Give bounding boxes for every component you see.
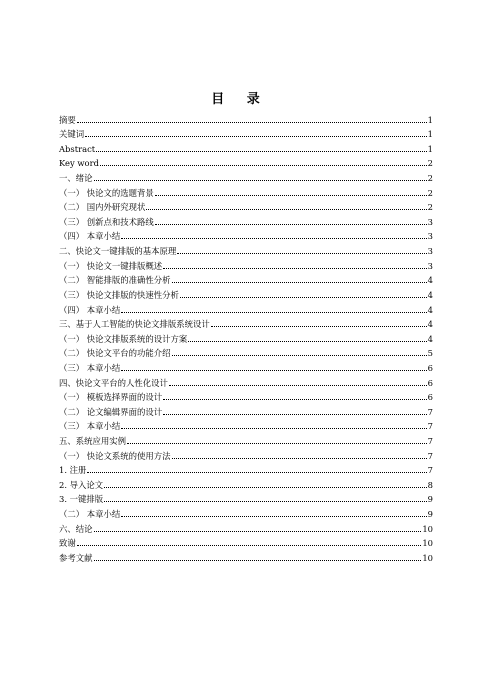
toc-entry[interactable] — [59, 198, 433, 213]
toc-entry[interactable] — [59, 358, 433, 373]
toc-entry-label: 三、基于人工智能的快论文排版系统设计 — [59, 319, 210, 330]
toc-entry-page-number: 7 — [427, 450, 433, 461]
toc-entry-page-number: 7 — [427, 421, 433, 432]
toc-dot-leader — [96, 150, 427, 152]
toc-entry-label: （二） 智能排版的准确性分析 — [59, 275, 171, 286]
toc-entry[interactable] — [59, 461, 433, 476]
toc-entry-page-number: 7 — [427, 465, 433, 476]
toc-entry-page-number: 6 — [427, 377, 433, 388]
toc-entry[interactable] — [59, 388, 433, 403]
toc-entry-page-number: 3 — [427, 246, 433, 257]
toc-entry-page-number: 4 — [427, 333, 433, 344]
toc-entry-label: （二） 快论文平台的功能介绍 — [59, 348, 171, 359]
toc-entry[interactable] — [59, 125, 433, 140]
toc-entry[interactable] — [59, 402, 433, 417]
toc-dot-leader — [104, 486, 427, 488]
toc-entry-label: 摘要 — [59, 114, 76, 125]
toc-entry-label: 致谢 — [59, 538, 76, 549]
toc-entry-label: （三） 本章小结 — [59, 421, 121, 432]
toc-entry-page-number: 10 — [422, 523, 433, 534]
toc-entry[interactable] — [59, 548, 433, 563]
toc-entry-page-number: 3 — [427, 231, 433, 242]
toc-entry-page-number: 4 — [427, 304, 433, 315]
toc-entry-label: 四、快论文平台的人性化设计 — [59, 377, 168, 388]
toc-entry-label: 1. 注册 — [59, 465, 87, 476]
toc-entry-label: （三） 本章小结 — [59, 362, 121, 373]
toc-entry-page-number: 8 — [427, 479, 433, 490]
toc-dot-leader — [100, 164, 427, 166]
toc-dot-leader — [94, 179, 427, 181]
toc-entry-label: 2. 导入论文 — [59, 479, 104, 490]
toc-entry-label: （四） 本章小结 — [59, 304, 121, 315]
toc-entry-page-number: 4 — [427, 319, 433, 330]
toc-entry[interactable] — [59, 241, 433, 256]
toc-entry[interactable] — [59, 373, 433, 388]
toc-dot-leader — [188, 340, 426, 342]
toc-entry-page-number: 3 — [427, 216, 433, 227]
toc-dot-leader — [146, 208, 426, 210]
toc-entry-label: （二） 国内外研究现状 — [59, 202, 146, 213]
toc-entry-page-number: 1 — [427, 129, 433, 140]
toc-dot-leader — [121, 237, 426, 239]
toc-dot-leader — [169, 384, 427, 386]
toc-entry-page-number: 9 — [427, 494, 433, 505]
toc-entry[interactable] — [59, 227, 433, 242]
toc-entry[interactable] — [59, 256, 433, 271]
toc-dot-leader — [180, 296, 427, 298]
toc-dot-leader — [127, 442, 427, 444]
toc-entry[interactable] — [59, 417, 433, 432]
toc-dot-leader — [121, 311, 426, 313]
toc-entry-page-number: 2 — [427, 202, 433, 213]
toc-dot-leader — [77, 544, 422, 546]
toc-dot-leader — [94, 530, 422, 532]
toc-dot-leader — [104, 500, 427, 502]
toc-entry-page-number: 4 — [427, 289, 433, 300]
toc-entry-page-number: 10 — [422, 552, 433, 563]
toc-entry-page-number: 2 — [427, 187, 433, 198]
toc-entry-label: Key word — [59, 158, 99, 169]
toc-entry-page-number: 6 — [427, 362, 433, 373]
toc-entry-label: （二） 本章小结 — [59, 509, 121, 520]
toc-entry-label: 关键词 — [59, 129, 85, 140]
toc-entry-page-number: 1 — [427, 143, 433, 154]
toc-entry-label: （一） 快论文系统的使用方法 — [59, 450, 171, 461]
toc-entry-page-number: 2 — [427, 158, 433, 169]
toc-entry-label: 二、快论文一键排版的基本原理 — [59, 246, 177, 257]
toc-entry-page-number: 5 — [427, 348, 433, 359]
toc-entry[interactable] — [59, 300, 433, 315]
toc-entry-page-number: 9 — [427, 509, 433, 520]
toc-entry-label: 一、绪论 — [59, 173, 93, 184]
toc-entry-label: （一） 快论文排版系统的设计方案 — [59, 333, 188, 344]
toc-dot-leader — [87, 471, 426, 473]
toc-entry[interactable] — [59, 534, 433, 549]
toc-dot-leader — [211, 325, 427, 327]
toc-dot-leader — [177, 252, 426, 254]
toc-entry[interactable] — [59, 271, 433, 286]
toc-entry[interactable] — [59, 212, 433, 227]
toc-dot-leader — [77, 121, 427, 123]
toc-entry[interactable] — [59, 110, 433, 125]
toc-dot-leader — [172, 457, 427, 459]
toc-dot-leader — [121, 427, 426, 429]
toc-entry[interactable] — [59, 490, 433, 505]
toc-dot-leader — [155, 194, 427, 196]
toc-entry[interactable] — [59, 475, 433, 490]
toc-dot-leader — [172, 354, 427, 356]
toc-entry-label: 六、结论 — [59, 523, 93, 534]
toc-entry-page-number: 3 — [427, 260, 433, 271]
toc-dot-leader — [172, 281, 427, 283]
toc-entry-label: 五、系统应用实例 — [59, 436, 126, 447]
table-of-contents — [59, 110, 433, 563]
toc-entry[interactable] — [59, 168, 433, 183]
toc-entry-label: （四） 本章小结 — [59, 231, 121, 242]
toc-entry[interactable] — [59, 446, 433, 461]
toc-entry-label: （一） 模板选择界面的设计 — [59, 392, 163, 403]
toc-entry-label: 参考文献 — [59, 552, 93, 563]
toc-dot-leader — [121, 369, 426, 371]
toc-entry[interactable] — [59, 139, 433, 154]
toc-dot-leader — [121, 515, 426, 517]
page-title: 目 录 — [211, 92, 269, 107]
toc-entry[interactable] — [59, 285, 433, 300]
toc-dot-leader — [85, 135, 427, 137]
toc-entry[interactable] — [59, 519, 433, 534]
toc-entry[interactable] — [59, 183, 433, 198]
toc-entry[interactable] — [59, 344, 433, 359]
toc-entry[interactable] — [59, 154, 433, 169]
toc-entry-page-number: 1 — [427, 114, 433, 125]
toc-dot-leader — [163, 413, 426, 415]
toc-dot-leader — [155, 223, 427, 225]
toc-dot-leader — [94, 559, 422, 561]
toc-entry-page-number: 7 — [427, 406, 433, 417]
toc-dot-leader — [163, 398, 426, 400]
toc-entry-label: （一） 快论文一键排版概述 — [59, 260, 163, 271]
toc-entry-label: （三） 创新点和技术路线 — [59, 216, 154, 227]
toc-entry-label: （一） 快论文的选题背景 — [59, 187, 154, 198]
toc-entry-page-number: 10 — [422, 538, 433, 549]
toc-entry-label: （三） 快论文排版的快速性分析 — [59, 289, 179, 300]
toc-entry[interactable] — [59, 315, 433, 330]
toc-entry-label: Abstract — [59, 143, 96, 154]
toc-entry-page-number: 6 — [427, 392, 433, 403]
toc-entry-page-number: 2 — [427, 173, 433, 184]
toc-entry[interactable] — [59, 504, 433, 519]
toc-entry-label: （二） 论文编辑界面的设计 — [59, 406, 163, 417]
toc-entry-label: 3. 一键排版 — [59, 494, 104, 505]
toc-entry[interactable] — [59, 329, 433, 344]
toc-dot-leader — [163, 267, 426, 269]
toc-entry-page-number: 7 — [427, 436, 433, 447]
toc-entry-page-number: 4 — [427, 275, 433, 286]
toc-entry[interactable] — [59, 431, 433, 446]
